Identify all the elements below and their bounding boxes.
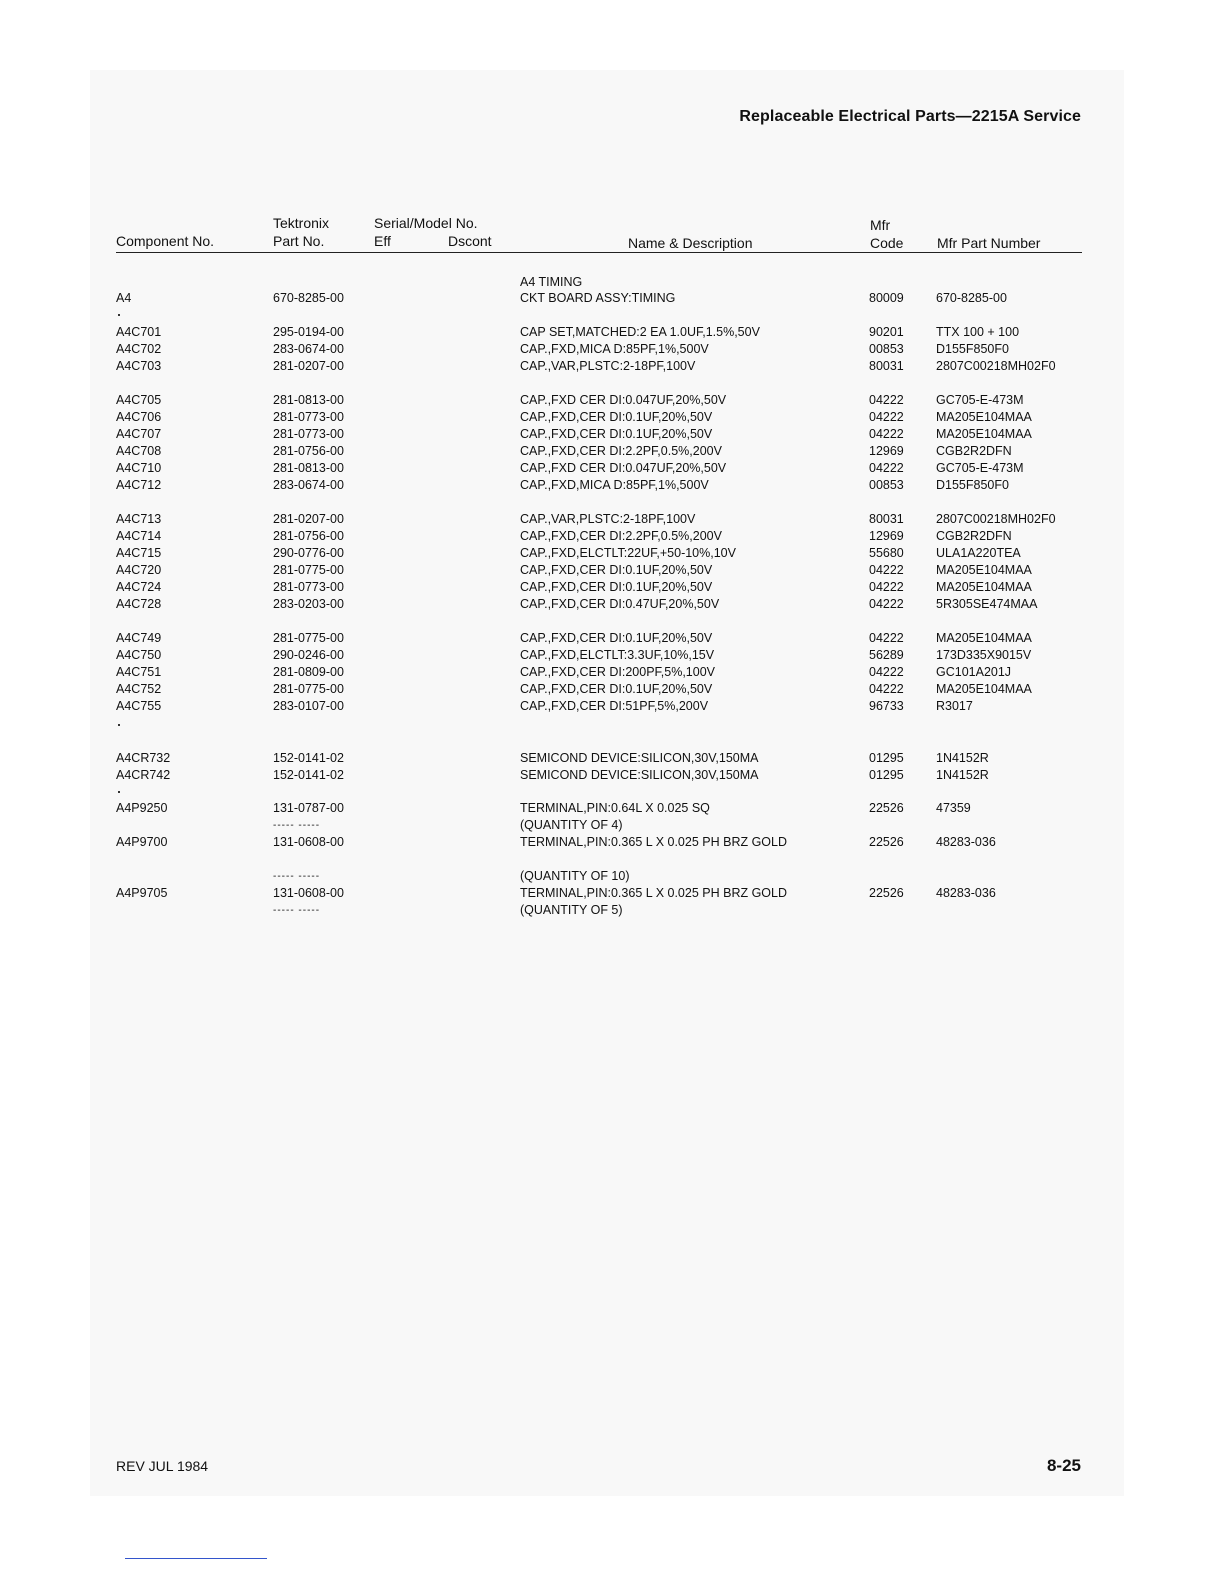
mfr-code: 01295 — [869, 768, 904, 782]
description: SEMICOND DEVICE:SILICON,30V,150MA — [520, 751, 759, 765]
margin-line — [125, 1558, 267, 1559]
print-dot — [118, 791, 120, 793]
description: CKT BOARD ASSY:TIMING — [520, 291, 676, 305]
description: A4 TIMING — [520, 275, 583, 289]
mfr-code: 04222 — [869, 563, 904, 577]
description: CAP.,FXD,CER DI:2.2PF,0.5%,200V — [520, 444, 722, 458]
col-part-no: Part No. — [273, 233, 325, 249]
mfr-code: 80009 — [869, 291, 904, 305]
mfr-code: 04222 — [869, 580, 904, 594]
mfr-code: 12969 — [869, 444, 904, 458]
col-mfr-part-number: Mfr Part Number — [937, 235, 1041, 251]
tek-part-no: 295-0194-00 — [273, 325, 344, 339]
component-no: A4C720 — [116, 563, 162, 577]
tek-part-no: 281-0207-00 — [273, 512, 344, 526]
description: (QUANTITY OF 10) — [520, 869, 630, 883]
tek-part-no: 281-0773-00 — [273, 410, 344, 424]
description: CAP.,FXD,CER DI:0.1UF,20%,50V — [520, 410, 713, 424]
description: CAP.,FXD,MICA D:85PF,1%,500V — [520, 478, 709, 492]
mfr-part-number: GC705-E-473M — [936, 461, 1024, 475]
component-no: A4C752 — [116, 682, 162, 696]
description: CAP.,FXD,ELCTLT:22UF,+50-10%,10V — [520, 546, 736, 560]
description: CAP.,FXD,CER DI:0.47UF,20%,50V — [520, 597, 720, 611]
description: CAP.,FXD,CER DI:0.1UF,20%,50V — [520, 631, 713, 645]
tek-part-no: 281-0756-00 — [273, 444, 344, 458]
component-no: A4C755 — [116, 699, 162, 713]
tek-part-no: 670-8285-00 — [273, 291, 344, 305]
description: CAP.,FXD,CER DI:0.1UF,20%,50V — [520, 427, 713, 441]
col-mfr: Mfr — [870, 217, 891, 233]
header-rule — [116, 252, 1082, 253]
tek-part-no: 281-0773-00 — [273, 580, 344, 594]
description: CAP.,FXD,CER DI:0.1UF,20%,50V — [520, 682, 713, 696]
col-serial-model: Serial/Model No. — [374, 215, 478, 231]
component-no: A4C701 — [116, 325, 162, 339]
mfr-code: 04222 — [869, 393, 904, 407]
mfr-part-number: 2807C00218MH02F0 — [936, 512, 1056, 526]
tek-part-no: 283-0107-00 — [273, 699, 344, 713]
component-no: A4P9705 — [116, 886, 168, 900]
description: SEMICOND DEVICE:SILICON,30V,150MA — [520, 768, 759, 782]
component-no: A4C710 — [116, 461, 162, 475]
tek-part-no: 283-0674-00 — [273, 478, 344, 492]
component-no: A4P9700 — [116, 835, 168, 849]
mfr-part-number: 670-8285-00 — [936, 291, 1007, 305]
mfr-code: 04222 — [869, 597, 904, 611]
tek-part-no: 281-0813-00 — [273, 393, 344, 407]
component-no: A4CR732 — [116, 751, 171, 765]
description: (QUANTITY OF 4) — [520, 818, 623, 832]
component-no: A4C713 — [116, 512, 162, 526]
mfr-code: 00853 — [869, 342, 904, 356]
mfr-part-number: TTX 100 + 100 — [936, 325, 1020, 339]
col-tektronix: Tektronix — [273, 215, 330, 231]
mfr-part-number: 48283-036 — [936, 835, 996, 849]
mfr-part-number: D155F850F0 — [936, 342, 1009, 356]
mfr-code: 04222 — [869, 461, 904, 475]
mfr-code: 80031 — [869, 359, 904, 373]
component-no: A4C715 — [116, 546, 162, 560]
description: CAP.,FXD,CER DI:0.1UF,20%,50V — [520, 580, 713, 594]
component-no: A4C751 — [116, 665, 162, 679]
mfr-code: 04222 — [869, 410, 904, 424]
description: CAP.,FXD,CER DI:200PF,5%,100V — [520, 665, 715, 679]
mfr-code: 04222 — [869, 682, 904, 696]
mfr-code: 01295 — [869, 751, 904, 765]
tek-part-no: 283-0203-00 — [273, 597, 344, 611]
component-no: A4C749 — [116, 631, 162, 645]
tek-part-no: 152-0141-02 — [273, 768, 344, 782]
component-no: A4C724 — [116, 580, 162, 594]
page-number: 8-25 — [1046, 1456, 1081, 1475]
mfr-part-number: 48283-036 — [936, 886, 996, 900]
description: CAP.,FXD,CER DI:51PF,5%,200V — [520, 699, 709, 713]
mfr-code: 55680 — [869, 546, 904, 560]
description: CAP.,VAR,PLSTC:2-18PF,100V — [520, 359, 696, 373]
description: TERMINAL,PIN:0.365 L X 0.025 PH BRZ GOLD — [520, 886, 787, 900]
col-name-description: Name & Description — [628, 235, 753, 251]
component-no: A4C707 — [116, 427, 162, 441]
tek-part-no: 152-0141-02 — [273, 751, 344, 765]
mfr-part-number: GC101A201J — [936, 665, 1012, 679]
tek-part-no: 290-0246-00 — [273, 648, 344, 662]
mfr-part-number: MA205E104MAA — [936, 580, 1032, 594]
component-no: A4C703 — [116, 359, 162, 373]
mfr-part-number: 1N4152R — [936, 768, 989, 782]
mfr-code: 00853 — [869, 478, 904, 492]
tek-part-no: 131-0608-00 — [273, 835, 344, 849]
mfr-code: 04222 — [869, 665, 904, 679]
mfr-part-number: 173D335X9015V — [936, 648, 1032, 662]
mfr-code: 22526 — [869, 835, 904, 849]
component-no: A4C750 — [116, 648, 162, 662]
col-component: Component No. — [116, 233, 215, 249]
mfr-code: 04222 — [869, 631, 904, 645]
print-dot — [118, 724, 120, 726]
description: CAP.,FXD CER DI:0.047UF,20%,50V — [520, 393, 727, 407]
mfr-part-number: GC705-E-473M — [936, 393, 1024, 407]
mfr-part-number: CGB2R2DFN — [936, 529, 1012, 543]
description: CAP.,VAR,PLSTC:2-18PF,100V — [520, 512, 696, 526]
mfr-code: 80031 — [869, 512, 904, 526]
mfr-code: 22526 — [869, 886, 904, 900]
mfr-code: 12969 — [869, 529, 904, 543]
description: CAP.,FXD,CER DI:0.1UF,20%,50V — [520, 563, 713, 577]
tek-part-no: 131-0787-00 — [273, 801, 344, 815]
component-no: A4C712 — [116, 478, 162, 492]
mfr-code: 22526 — [869, 801, 904, 815]
tek-part-no: 281-0775-00 — [273, 563, 344, 577]
tek-part-no: 281-0207-00 — [273, 359, 344, 373]
mfr-part-number: MA205E104MAA — [936, 563, 1032, 577]
component-no: A4C705 — [116, 393, 162, 407]
component-no: A4C702 — [116, 342, 162, 356]
mfr-part-number: 2807C00218MH02F0 — [936, 359, 1056, 373]
description: CAP.,FXD,ELCTLT:3.3UF,10%,15V — [520, 648, 715, 662]
mfr-part-number: ULA1A220TEA — [936, 546, 1021, 560]
component-no: A4C728 — [116, 597, 162, 611]
mfr-part-number: CGB2R2DFN — [936, 444, 1012, 458]
mfr-part-number: MA205E104MAA — [936, 631, 1032, 645]
description: CAP.,FXD,MICA D:85PF,1%,500V — [520, 342, 709, 356]
description: (QUANTITY OF 5) — [520, 903, 623, 917]
tek-part-no: 281-0813-00 — [273, 461, 344, 475]
col-code: Code — [870, 235, 904, 251]
description: TERMINAL,PIN:0.365 L X 0.025 PH BRZ GOLD — [520, 835, 787, 849]
mfr-part-number: MA205E104MAA — [936, 410, 1032, 424]
tek-part-no: 281-0775-00 — [273, 631, 344, 645]
col-eff: Eff — [374, 233, 391, 249]
component-no: A4C706 — [116, 410, 162, 424]
mfr-part-number: R3017 — [936, 699, 973, 713]
mfr-part-number: D155F850F0 — [936, 478, 1009, 492]
tek-part-no: 281-0773-00 — [273, 427, 344, 441]
component-no: A4 — [116, 291, 132, 305]
description: CAP SET,MATCHED:2 EA 1.0UF,1.5%,50V — [520, 325, 760, 339]
description: TERMINAL,PIN:0.64L X 0.025 SQ — [520, 801, 710, 815]
mfr-part-number: 47359 — [936, 801, 971, 815]
running-header: Replaceable Electrical Parts—2215A Service — [739, 108, 1081, 125]
tek-part-no: ----- ----- — [273, 905, 321, 916]
component-no: A4CR742 — [116, 768, 171, 782]
mfr-code: 56289 — [869, 648, 904, 662]
tek-part-no: 283-0674-00 — [273, 342, 344, 356]
col-dscont: Dscont — [448, 233, 492, 249]
description: CAP.,FXD CER DI:0.047UF,20%,50V — [520, 461, 727, 475]
print-dot — [118, 314, 120, 316]
tek-part-no: 281-0756-00 — [273, 529, 344, 543]
tek-part-no: 290-0776-00 — [273, 546, 344, 560]
mfr-code: 96733 — [869, 699, 904, 713]
tek-part-no: ----- ----- — [273, 820, 321, 831]
tek-part-no: ----- ----- — [273, 871, 321, 882]
component-no: A4P9250 — [116, 801, 168, 815]
revision-date: REV JUL 1984 — [116, 1458, 209, 1474]
mfr-code: 04222 — [869, 427, 904, 441]
component-no: A4C708 — [116, 444, 162, 458]
mfr-part-number: MA205E104MAA — [936, 682, 1032, 696]
tek-part-no: 131-0608-00 — [273, 886, 344, 900]
component-no: A4C714 — [116, 529, 162, 543]
description: CAP.,FXD,CER DI:2.2PF,0.5%,200V — [520, 529, 722, 543]
tek-part-no: 281-0775-00 — [273, 682, 344, 696]
mfr-part-number: 5R305SE474MAA — [936, 597, 1038, 611]
mfr-part-number: MA205E104MAA — [936, 427, 1032, 441]
mfr-part-number: 1N4152R — [936, 751, 989, 765]
mfr-code: 90201 — [869, 325, 904, 339]
tek-part-no: 281-0809-00 — [273, 665, 344, 679]
